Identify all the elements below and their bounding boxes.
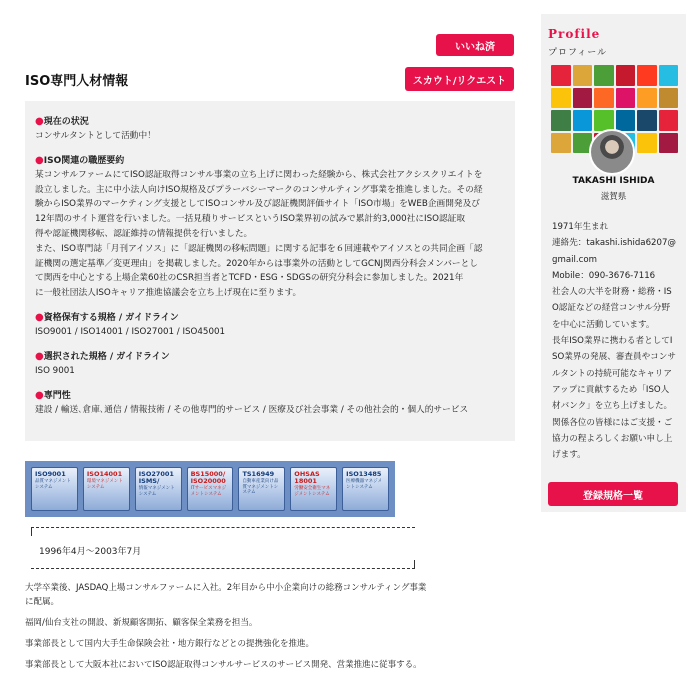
section-title: 選択された規格 / ガイドライン [43, 351, 170, 362]
bullet-dot-icon: ● [35, 116, 44, 127]
sdg-tile [594, 88, 614, 109]
sdg-tile [573, 88, 593, 109]
bullet-dot-icon: ● [35, 389, 44, 401]
sdg-tile [551, 65, 571, 86]
page-title: ISO専門人材情報 [25, 74, 129, 89]
sdg-tile [659, 88, 679, 109]
sdg-tile [573, 65, 593, 86]
career-period: 1996年4月～2003年7月 [39, 547, 142, 557]
iso-tile: BS15000/ ISO20000 ITサービスマネジメントシステム [187, 467, 234, 511]
career-paragraph: 大学卒業後、JASDAQ上場コンサルファームに入社。2年目から中小企業向けの総務コンサルティング事業 に配属。 [25, 583, 427, 607]
held-standards-section [35, 311, 505, 340]
career-paragraph: 福岡/仙台支社の開設、新規顧客開拓、顧客保全業務を担当。 [25, 618, 258, 628]
like-button[interactable]: いいね済 [436, 34, 514, 56]
current-status-section [35, 115, 505, 144]
sdg-tile [637, 88, 657, 109]
sdg-tile [551, 88, 571, 109]
sdg-tile [659, 133, 679, 154]
iso-tile: OHSAS 18001 労働安全衛生マネジメントシステム [290, 467, 337, 511]
info-panel [25, 101, 515, 441]
iso-tile: ISO13485 医療機器マネジメントシステム [342, 467, 389, 511]
sdg-tile [637, 110, 657, 131]
section-title: 現在の状況 [43, 117, 89, 127]
iso-tile: ISO27001 ISMS/ 情報マネジメントシステム [135, 467, 182, 511]
section-body: ISO9001 / ISO14001 / ISO27001 / ISO45001 [35, 326, 226, 337]
career-summary-section [35, 154, 505, 301]
profile-prefecture: 滋賀県 [600, 192, 627, 202]
career-paragraph: 事業部長として大阪本社においてISO認証取得コンサルサービスのサービス開発、営業推進に従事する。 [25, 660, 422, 670]
section-body: ISO 9001 [35, 365, 75, 376]
sdg-tile [659, 65, 679, 86]
iso-standards-banner [25, 461, 395, 517]
section-title: 資格保有する規格 / ガイドライン [43, 312, 179, 323]
sdg-tile [616, 88, 636, 109]
career-period-box [31, 527, 415, 569]
registered-standards-button[interactable]: 登録規格一覧 [548, 482, 678, 506]
career-paragraph: 事業部長として国内大手生命保険会社・地方銀行などとの提携強化を推進。 [25, 639, 315, 649]
sdg-tile [594, 65, 614, 86]
iso-tile: TS16949 自動車産業向け品質マネジメントシステム [238, 467, 285, 511]
iso-tile: ISO9001 品質マネジメントシステム [31, 467, 78, 511]
bullet-dot-icon: ● [35, 350, 44, 362]
bullet-dot-icon: ● [35, 311, 44, 323]
bullet-dot-icon: ● [35, 154, 44, 166]
profile-name: TAKASHI ISHIDA [572, 176, 655, 186]
section-body: コンサルタントとして活動中！ [35, 131, 156, 141]
avatar [589, 129, 635, 175]
profile-bio: 1971年生まれ 連絡先：takashi.ishida6207@gmail.com Mobile：090-3676-7116 社会人の大半を財務・総務・ISO認証などの経営コンサル分野を中心に活動しています。 長年ISO業界に携わる者としてISO業界の発展、審査員やコンサルタントの持続可能なキャリアアップに貢献するため「ISO人材バンク」を立ち上げました。 関係各位の皆様にはご支援・ご協力の程よろしくお願い申し上げます。 [552, 222, 677, 461]
section-body: 某コンサルファームにてISO認証取得コンサル事業の立ち上げに関わった経験から、株式会社アクシスクリエイトを 設立しました。主に中小法人向けISO規格及びプラーバシーマークのコンサルティング事業を推進しました。その経 験からISO業界のマーケティング支援としてISOコンサル及び認証機関評価サイト「ISO市場」をWEB企画開発及び 12年間のサイト運営を行いました。一括見積りサービスというISO業界初の試みで累計約3,000社にISO認証取 得や認証機関移転、認証維持の情報提供を行いました。 また、ISO専門誌「月刊アイソス」に「認証機関の移転問題」に関する記事を６回連載やアイソスとの共同企画「認 証機関の選定基準／変更理由」を掲載しました。2020年からは事業外の活動としてGCNJ関西分科会メンバーとし て関西を中心とする上場企業60社のCSR担当者とTCFD・ESG・SDGSの研究分科会に参加しました。2021年 に一般社団法人ISOキャリア推進協議会を立ち上げ現在に至ります。 [35, 169, 483, 299]
sdg-tile [573, 110, 593, 131]
sdg-tile [637, 65, 657, 86]
scout-request-button[interactable]: スカウト/リクエスト [405, 67, 514, 91]
sdg-tile [594, 110, 614, 131]
profile-subheading: プロフィール [548, 48, 608, 58]
section-body: 建設 / 輸送､倉庫､通信 / 情報技術 / その他専門的サービス / 医療及び社会事業 / その他社会的・個人的サービス [35, 404, 469, 415]
specialty-section [35, 389, 505, 418]
section-title: ISO関連の職歴要約 [43, 155, 125, 166]
sdg-tile [551, 110, 571, 131]
sdg-tile [616, 65, 636, 86]
selected-standards-section [35, 350, 505, 379]
profile-sidebar [541, 14, 686, 512]
section-title: 専門性 [43, 390, 71, 401]
career-history [25, 581, 515, 679]
sdg-tile [637, 133, 657, 154]
sdg-tile [551, 133, 571, 154]
sdg-tile [659, 110, 679, 131]
sdg-tile [616, 110, 636, 131]
iso-tile: ISO14001 環境マネジメントシステム [83, 467, 130, 511]
profile-heading: Profile [548, 27, 601, 41]
